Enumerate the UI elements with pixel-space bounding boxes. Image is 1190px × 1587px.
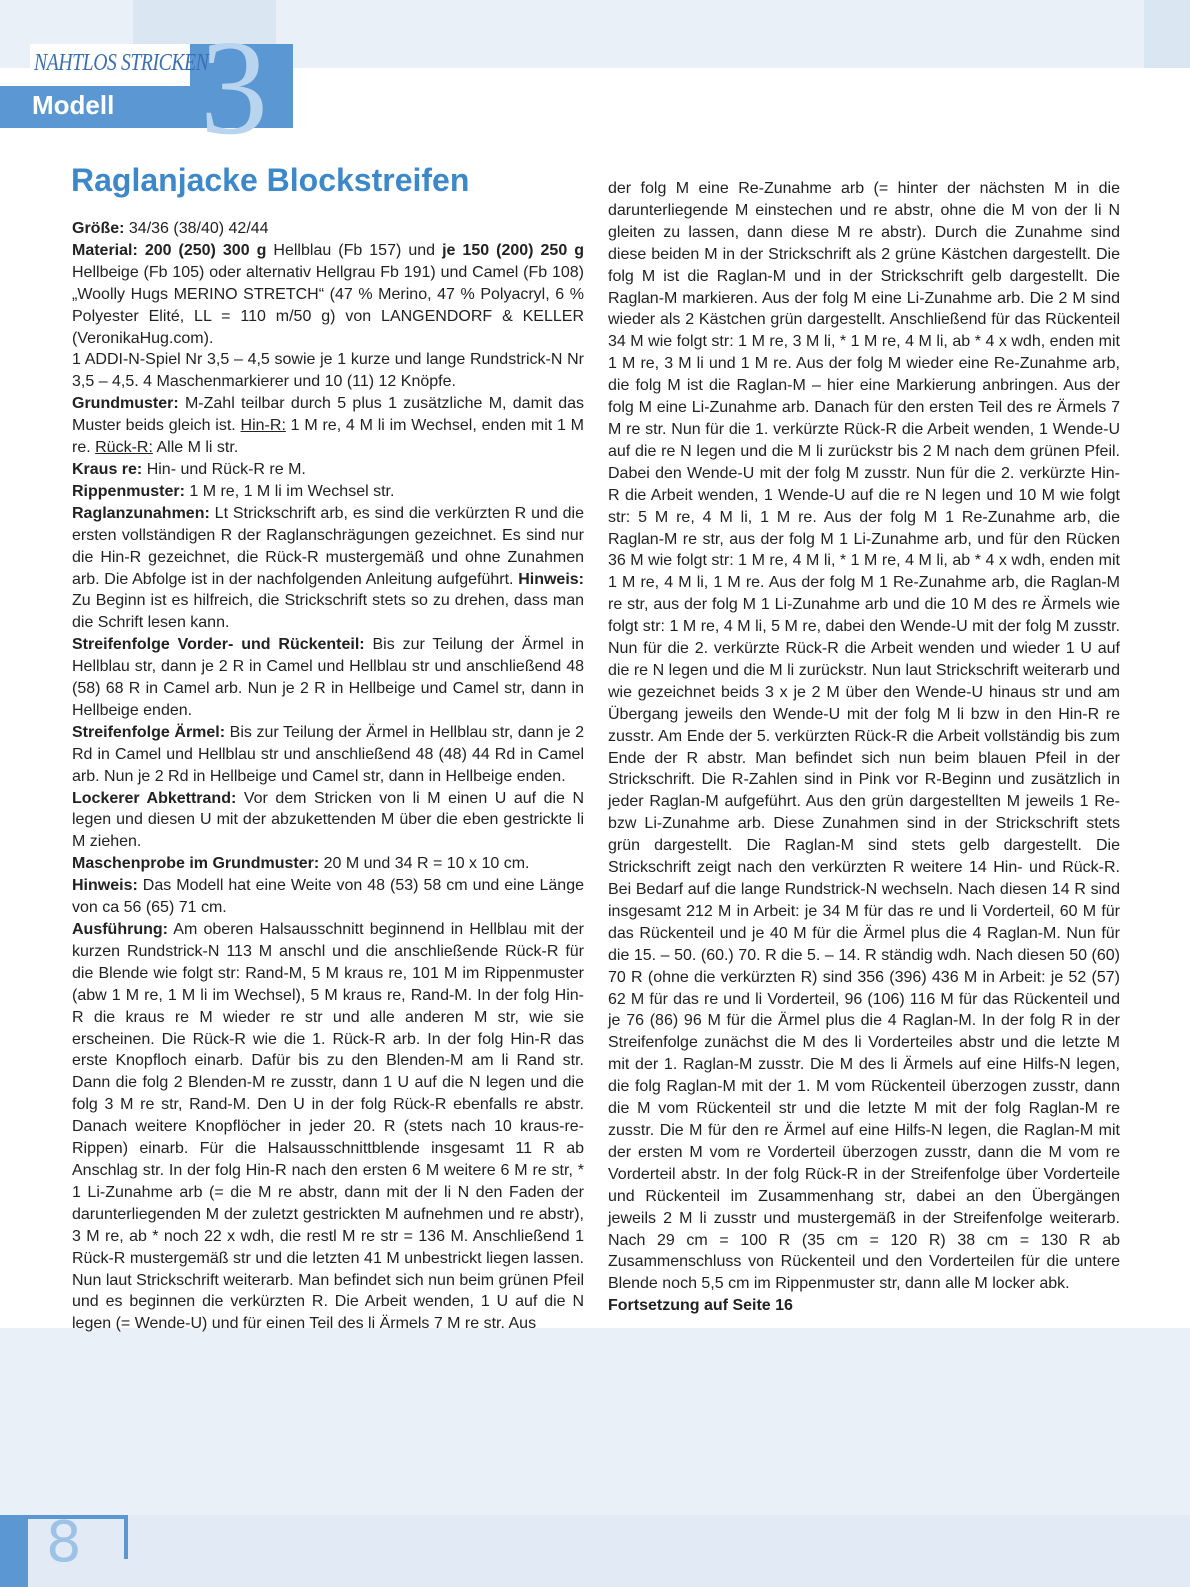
text-segment: Lockerer Abkettrand:: [72, 789, 237, 807]
text-segment: Alle M li str.: [152, 439, 239, 457]
text-segment: Hellblau (Fb 157) und: [266, 241, 443, 259]
text-segment: der folg M eine Re-Zunahme arb (= hinter der nächsten M in die darunterliegende M einstechen und re abstr, ohne die M von der li N gleiten zu lassen, dann diese M re abstr). Durch die Zunahme sind diese beiden M in der Strickschrift als 2 grüne Kästchen dargestellt. Die folg M ist die Raglan-M und in der Strickschrift gelb dargestellt. Die Raglan-M markieren. Aus der folg M eine Li-Zunahme arb. Die 2 M sind wieder als 2 Kästchen grün dargestellt. Anschließend für das Rückenteil 34 M wie folgt str: 1 M re, 3 M li, * 1 M re, 4 M li, ab * 4 x wdh, enden mit 1 M re, 3 M li und 1 M re. Aus der folg M wieder eine Re-Zunahme arb, die folg M ist die Raglan-M – hier eine Markierung anbringen. Aus der folg M eine Li-Zunahme arb. Danach für den ersten Teil des re Ärmels 7 M re str. Nun für die 1. verkürzte Rück-R die Arbeit wenden, 1 Wende-U auf die re N legen und die M li zurückstr bis 2 M nach dem grünen Pfeil. Dabei den Wende-U mit der folg M zusstr. Nun für die 2. verkürzte Hin-R die Arbeit wenden, 1 Wende-U auf die re N legen und 10 M wie folgt str: 5 M re, 4 M li, 1 M re. Aus der folg M 1 Re-Zunahme arb, die Raglan-M re str, aus der folg M 1 Li-Zunahme arb, und für den Rücken 36 M wie folgt str: 1 M re, 4 M li, * 1 M re, 4 M li, ab * 4 x wdh, enden mit 1 M re, 4 M li, 1 M re. Aus der folg M 1 Re-Zunahme arb, die Raglan-M re str, aus der folg M 1 Li-Zunahme arb und die 10 M des re Ärmels wie folgt str: 1 M re, 4 M li, 5 M re, dabei den Wende-U mit der folg M zusstr. Nun für die 2. verkürzte Rück-R die Arbeit wenden und wieder 1 U auf die re N legen und die M li zurückstr. Nun laut Strickschrift weiterarb und wie gezeichnet beids 3 x je 2 M über den Wende-U hinaus str und am Übergang jeweils den Wende-U mit der folg M li bzw in den Hin-R re zusstr. Am Ende der 5. verkürzten Rück-R die Arbeit vollständig bis zum Ende der R abstr. Man befindet sich nun beim blauen Pfeil in der Strickschrift. Die R-Zahlen sind in Pink vor R-Beginn und zusätzlich in jeder Raglan-M aufgeführt. Aus den grün dargestellten M jeweils 1 Re- bzw Li-Zunahme arb. Diese Zunahmen sind in der Strickschrift stets grün dargestellt. Die Raglan-M sind stets gelb dargestellt. Die Strickschrift zeigt nach den verkürzten R weitere 14 Hin- und Rück-R. Bei Bedarf auf die lange Rundstrick-N wechseln. Nach diesen 14 R sind insgesamt 212 M in Arbeit: je 34 M für das re und li Vorderteil, 60 M für das Rückenteil und je 40 M für die Ärmel plus die 4 Raglan-M. Nun für die 15. – 50. (60.) 70. R die 5. – 14. R ständig wdh. Nach diesen 50 (60) 70 R (ohne die verkürzten R) sind 356 (396) 436 M in Arbeit: je 52 (57) 62 M für das re und li Vorderteil, 96 (106) 116 M für das Rückenteil und je 76 (86) 96 M für die Ärmel plus die 4 Raglan-M. In der folg R in der Streifenfolge zunächst die M des li Vorderteiles abstr und die letzte M mit der 1. Raglan-M zusstr. Die M des li Ärmels auf eine Hilfs-N legen, die folg Raglan-M mit der 1. M vom Rückenteil überzogen zusstr, dann die M vom Rückenteil str und die letzte M mit der folg Raglan-M re zusstr. Die M für den re Ärmel auf eine Hilfs-N legen, die Raglan-M mit der ersten M vom re Vorderteil überzogen zusstr, dann die M vom re Vorderteil abstr. In der folg Rück-R in der Streifenfolge über Vorderteile und Rückenteil im Zusammenhang str, dabei an den Übergängen jeweils 2 M li zusstr und mustergemäß in der Streifenfolge weiterarb. Nach 29 cm = 100 R (35 cm = 120 R) 38 cm = 130 R ab Zusammenschluss von Rückenteil und den Vorderteilen für die untere Blende noch 5,5 cm im Rippenmuster str, dann alle M locker abk.: [608, 180, 1120, 1293]
top-band-right-block: [1144, 0, 1190, 68]
text-segment: Hinweis:: [518, 570, 584, 588]
text-segment: M-Zahl teilbar durch 5 plus 1 zusätzliche M, damit das Muster beids gleich ist.: [72, 395, 584, 435]
bottom-strip: [0, 1515, 1190, 1587]
page-title: Raglanjacke Blockstreifen: [71, 162, 470, 198]
paragraph: [608, 1295, 1120, 1317]
model-number: 3: [200, 13, 268, 163]
page-number: 8: [46, 1510, 82, 1575]
paragraph: [72, 459, 584, 481]
text-segment: Ausführung:: [72, 921, 168, 938]
page-number-box-fill: [0, 1515, 28, 1587]
paragraph: [72, 875, 584, 919]
paragraph: [72, 722, 584, 788]
text-segment: Bis zur Teilung der Ärmel in Hellblau str, dann je 2 Rd in Camel und Hellblau str und anschließend 48 (48) 44 Rd in Camel arb. Nun je 2 Rd in Hellbeige und Camel str, dann in Hellbeige enden.: [72, 723, 585, 785]
paragraph: [72, 503, 584, 634]
paragraph: [72, 634, 584, 722]
text-column-right: [608, 178, 1120, 1317]
text-segment: 20 M und 34 R = 10 x 10 cm.: [319, 855, 530, 873]
paragraph: [72, 349, 584, 393]
text-segment: Vor dem Stricken von li M einen U auf die N legen und diesen U mit der abzukettenden M über die eben gestrickte li M ziehen.: [72, 789, 584, 851]
text-segment: Hin-R:: [240, 417, 286, 435]
text-segment: 34/36 (38/40) 42/44: [124, 220, 269, 237]
text-segment: Hinweis:: [72, 877, 138, 895]
paragraph: [72, 788, 584, 854]
text-segment: Streifenfolge Ärmel:: [72, 723, 226, 741]
text-segment: Zu Beginn ist es hilfreich, die Strickschrift stets so zu drehen, dass man die Schrift lesen kann.: [72, 592, 584, 632]
text-segment: Bis zur Teilung der Ärmel in Hellblau str, dann je 2 R in Camel und Hellblau str und anschließend 48 (58) 68 R in Camel arb. Nun je 2 R in Hellbeige und Camel str, dann in Hellbeige enden.: [72, 636, 584, 719]
model-label: Modell: [32, 90, 115, 120]
text-segment: Fortsetzung auf Seite 16: [608, 1297, 793, 1315]
text-segment: Raglanzunahmen:: [72, 504, 210, 522]
text-segment: Streifenfolge Vorder- und Rückenteil:: [72, 636, 365, 654]
text-segment: Maschenprobe im Grundmuster:: [72, 855, 320, 873]
text-segment: Rippenmuster:: [72, 482, 185, 500]
text-column-left: [72, 218, 584, 1335]
text-segment: Größe:: [72, 220, 125, 237]
paragraph: [72, 481, 584, 503]
text-segment: 1 ADDI-N-Spiel Nr 3,5 – 4,5 sowie je 1 kurze und lange Rundstrick-N Nr 3,5 – 4,5. 4 Maschenmarkierer und 10 (11) 12 Knöpfe.: [72, 351, 584, 391]
paragraph: [608, 178, 1120, 1295]
text-segment: Rück-R:: [95, 439, 153, 457]
paragraph: [72, 393, 584, 459]
paragraph: [72, 218, 584, 240]
text-segment: 1 M re, 4 M li im Wechsel, enden mit 1 M re.: [72, 417, 584, 457]
text-segment: Kraus re:: [72, 460, 143, 478]
text-segment: Das Modell hat eine Weite von 48 (53) 58 cm und eine Länge von ca 56 (65) 71 cm.: [72, 877, 584, 917]
series-label: NAHTLOS STRICKEN: [34, 50, 209, 76]
paragraph: [72, 853, 584, 875]
paragraph: [72, 919, 584, 1335]
text-segment: Grundmuster:: [72, 395, 179, 413]
text-segment: je 150 (200) 250 g: [442, 241, 585, 259]
text-segment: Material: 200 (250) 300 g: [72, 241, 267, 259]
text-segment: Am oberen Halsausschnitt beginnend in Hellblau mit der kurzen Rundstrick-N 113 M anschl und die anschließende Rück-R für die Blende wie folgt str: Rand-M, 5 M kraus re, 101 M im Rippenmuster (abw 1 M re, 1 M li im Wechsel), 5 M kraus re, Rand-M. In der folg Hin-R die kraus re M wieder re str und alle anderen M str, wie sie erscheinen. Die Rück-R wie die 1. Rück-R arb. In der folg Hin-R das erste Knopfloch einarb. Dafür bis zu den Blenden-M am li Rand str. Dann die folg 2 Blenden-M re zusstr, dann 1 U auf die N legen und die folg 3 M re str, Rand-M. Den U in der folg Rück-R ebenfalls re abstr. Danach weitere Knopflöcher in jeder 20. R (stets nach 10 kraus-re-Rippen) einarb. Für die Halsausschnittblende insgesamt 11 R ab Anschlag str. In der folg Hin-R nach den ersten 6 M weitere 6 M re str, * 1 Li-Zunahme arb (= die M re abstr, dann mit der li N den Faden der darunterliegenden M der zuletzt gestrickten M aufnehmen und re abstr), 3 M re, ab * noch 22 x wdh, die restl M re str = 136 M. Anschließend 1 Rück-R mustergemäß str und die letzten 41 M unbestrickt liegen lassen. Nun laut Strickschrift weiterarb. Man befindet sich nun beim grünen Pfeil und es beginnen die verkürzten R. Die Arbeit wenden, 1 U auf die N legen (= Wende-U) und für einen Teil des li Ärmels 7 M re str. Aus: [72, 921, 584, 1333]
paragraph: [72, 240, 584, 350]
page-number-box-edge: [124, 1515, 128, 1559]
text-segment: 1 M re, 1 M li im Wechsel str.: [184, 482, 395, 500]
text-segment: Lt Strickschrift arb, es sind die verkürzten R und die ersten vollständigen R der Raglanschrägungen gezeichnet. Es sind nur die Hin-R gezeichnet, die Rück-R mustergemäß und ohne Zunahmen arb. Die Abfolge ist in der nachfolgenden Anleitung aufgeführt.: [72, 504, 584, 588]
text-segment: Hellbeige (Fb 105) oder alternativ Hellgrau Fb 191) und Camel (Fb 108) „Woolly Hugs MERINO STRETCH“ (47 % Merino, 47 % Polyacryl, 6 % Polyester Elité, LL = 110 m/50 g) von LANGENDORF & KELLER (VeronikaHug.com).: [72, 263, 584, 347]
text-segment: Hin- und Rück-R re M.: [142, 460, 306, 478]
